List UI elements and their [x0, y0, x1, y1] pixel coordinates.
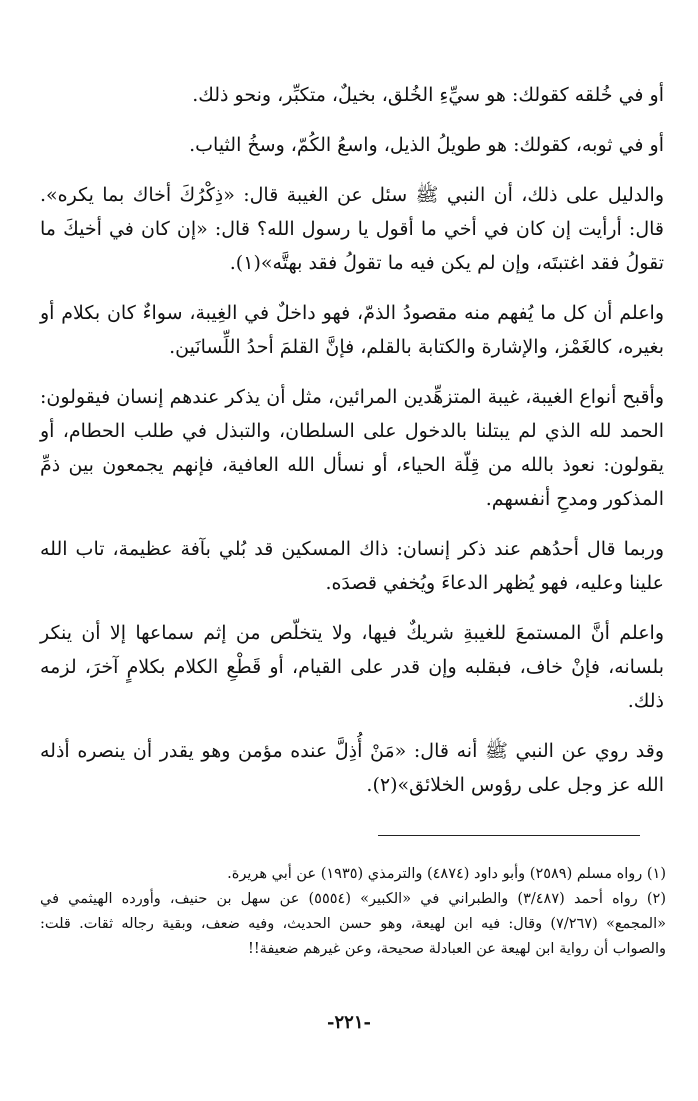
page-body	[40, 78, 664, 816]
footnote-2: (٢) رواه أحمد (٣/٤٨٧) والطبراني في «الكبير» (٥٥٥٤) عن سهل بن حنيف، وأورده الهيثمي في «المجمع» (٧/٢٦٧) وقال: فيه ابن لهيعة، وهو حسن الحديث، وفيه ضعف، وبقية رجاله ثقات. قلت: والصواب أن رواية ابن لهيعة عن العبادلة صحيحة، وعن غيرهم ضعيفة!!	[40, 891, 666, 957]
paragraph-character-example: أو في خُلقه كقولك: هو سيِّءِ الخُلق، بخيلٌ، متكبِّر، ونحو ذلك.	[192, 84, 664, 106]
footnote-divider	[378, 835, 640, 836]
paragraph-clothing-example: أو في ثوبه، كقولك: هو طويلُ الذيل، واسعُ الكُمّ، وسخُ الثياب.	[189, 134, 664, 156]
paragraph-listener: واعلم أنَّ المستمعَ للغيبةِ شريكٌ فيها، ولا يتخلّص من إثم سماعها إلا أن ينكر بلسانه، فإنْ خاف، فبقلبه وإن قدر على القيام، أو قَطْعِ الكلام بكلامٍ آخرَ، لزمه ذلك.	[40, 622, 664, 712]
footnotes	[40, 862, 666, 962]
paragraph-worst-backbiting: وأقبح أنواع الغيبة، غيبة المتزهِّدين المرائين، مثل أن يذكر عندهم إنسان فيقولون: الحمد لله الذي لم يبتلنا بالدخول على السلطان، والتبذل في طلب الحطام، أو يقولون: نعوذ بالله من قِلّة الحياء، أو نسأل الله العافية، فإنهم يجمعون بين ذمِّ المذكور ومدحِ أنفسهم.	[40, 386, 664, 510]
paragraph-hadith-defense: وقد روي عن النبي ﷺ أنه قال: «مَنْ أُذِلَّ عنده مؤمن وهو يقدر أن ينصره أذله الله عز وجل على رؤوس الخلائق»(٢).	[40, 740, 664, 796]
paragraph-hidden-intent: وربما قال أحدُهم عند ذكر إنسان: ذاك المسكين قد بُلي بآفة عظيمة، تاب الله علينا وعليه، فهو يُظهر الدعاءَ ويُخفي قصدَه.	[40, 538, 664, 594]
paragraph-forms-of-backbiting: واعلم أن كل ما يُفهم منه مقصودُ الذمّ، فهو داخلٌ في الغِيبة، سواءٌ كان بكلام أو بغيره، كالغَمْز، والإشارة والكتابة بالقلم، فإنَّ القلمَ أحدُ اللِّسانَين.	[40, 302, 664, 358]
page-number: -٢٢١-	[327, 1012, 371, 1033]
paragraph-hadith-definition: والدليل على ذلك، أن النبي ﷺ سئل عن الغيبة قال: «ذِكْرُكَ أخاك بما يكره». قال: أرأيت إن كان في أخي ما أقول يا رسول الله؟ قال: «إن كان في أخيكَ ما تقولُ فقد اغتبتَه، وإن لم يكن فيه ما تقولُ فقد بهتَّه»(١).	[40, 184, 664, 274]
footnote-1: (١) رواه مسلم (٢٥٨٩) وأبو داود (٤٨٧٤) والترمذي (١٩٣٥) عن أبي هريرة.	[227, 866, 666, 882]
